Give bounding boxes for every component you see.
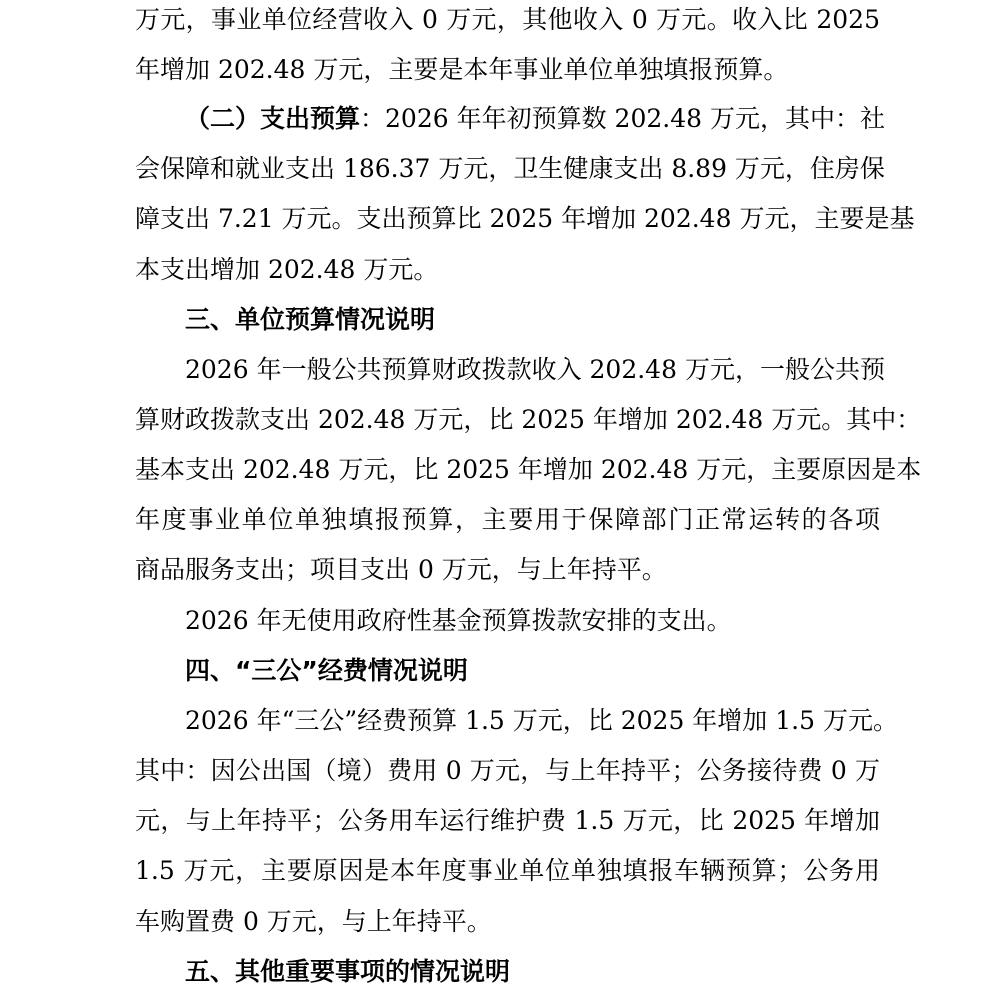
body-text-line: 障支出 7.21 万元。支出预算比 2025 年增加 202.48 万元，主要是基 [135, 204, 915, 233]
body-text-line: 基本支出 202.48 万元，比 2025 年增加 202.48 万元，主要原因是本 [135, 455, 922, 484]
section-heading-3: 三、单位预算情况说明 [185, 305, 436, 334]
body-text-line: 本支出增加 202.48 万元。 [135, 255, 439, 284]
body-text-line: 2026 年一般公共预算财政拨款收入 202.48 万元，一般公共预 [185, 355, 885, 384]
expense-budget-first-line [185, 99, 885, 139]
body-text-line: 万元，事业单位经营收入 0 万元，其他收入 0 万元。收入比 2025 [135, 5, 880, 34]
body-text-line: 1.5 万元，主要原因是本年度事业单位单独填报车辆预算；公务用 [135, 856, 880, 885]
body-text-line: 其中：因公出国（境）费用 0 万元，与上年持平；公务接待费 0 万 [135, 756, 880, 785]
body-text-line: 车购置费 0 万元，与上年持平。 [135, 907, 492, 936]
section-heading-4: 四、“三公”经费情况说明 [185, 656, 468, 685]
expense-budget-text: ：2026 年年初预算数 202.48 万元，其中：社 [360, 104, 885, 133]
body-text-line: 年度事业单位单独填报预算，主要用于保障部门正常运转的各项 [135, 505, 880, 534]
body-text-line: 2026 年无使用政府性基金预算拨款安排的支出。 [185, 606, 732, 635]
expense-budget-label: （二）支出预算 [185, 104, 361, 133]
body-text-line: 会保障和就业支出 186.37 万元，卫生健康支出 8.89 万元，住房保 [135, 154, 885, 183]
body-text-line: 年增加 202.48 万元，主要是本年事业单位单独填报预算。 [135, 55, 789, 84]
section-heading-5: 五、其他重要事项的情况说明 [185, 957, 511, 986]
body-text-line: 算财政拨款支出 202.48 万元，比 2025 年增加 202.48 万元。其中： [135, 405, 922, 434]
body-text-line: 元，与上年持平；公务用车运行维护费 1.5 万元，比 2025 年增加 [135, 806, 880, 835]
body-text-line: 2026 年“三公”经费预算 1.5 万元，比 2025 年增加 1.5 万元。 [185, 706, 898, 735]
body-text-line: 商品服务支出；项目支出 0 万元，与上年持平。 [135, 555, 667, 584]
